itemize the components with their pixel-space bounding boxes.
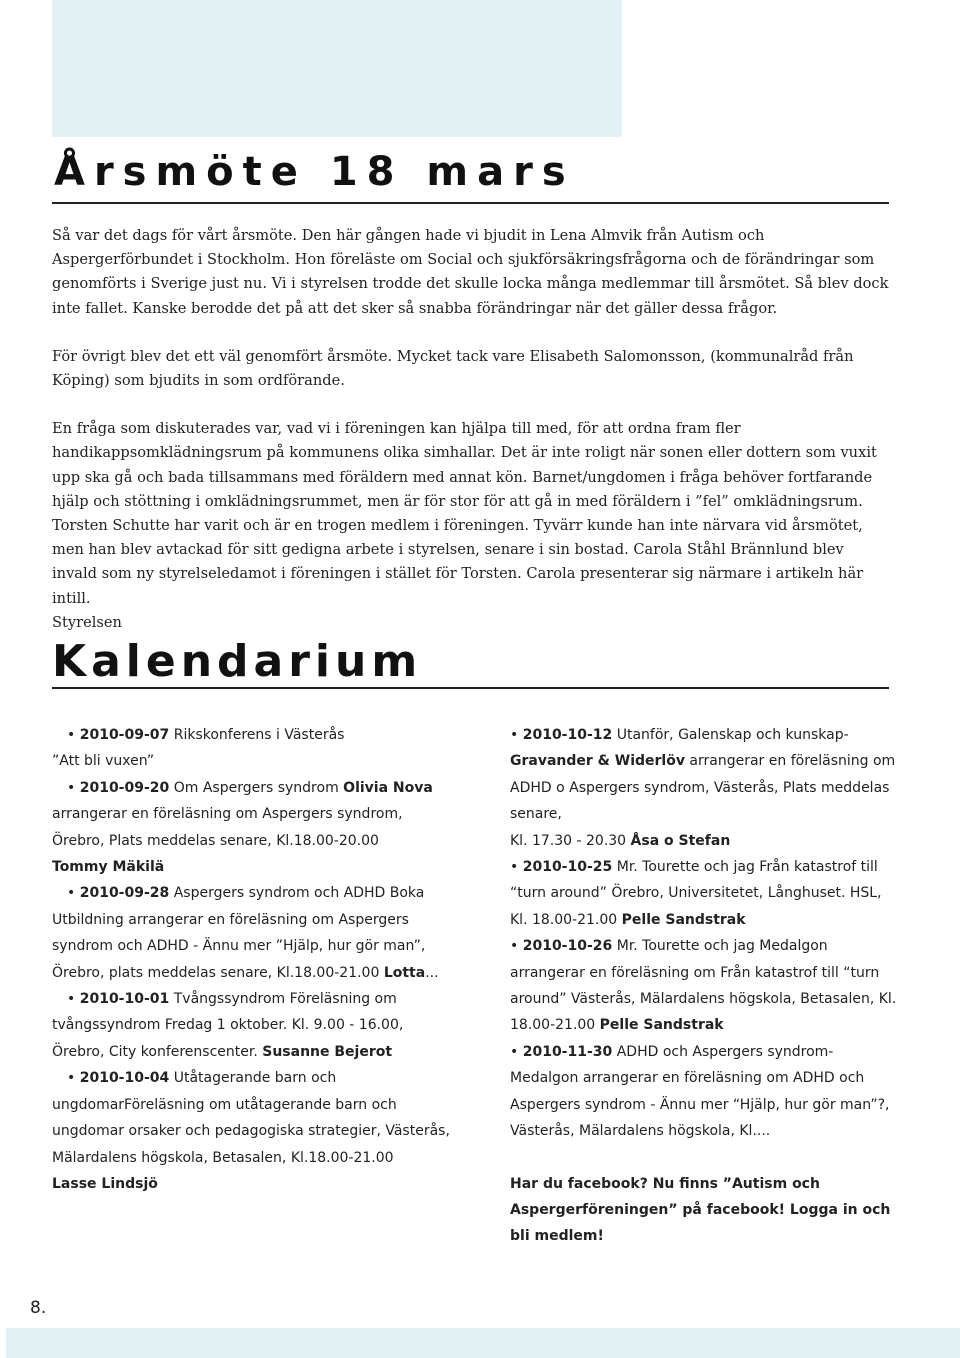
event-text: Utåtagerande barn och ungdomarFöreläsning om utåtagerande barn och ungdomar orsaker och pedagogiska strategier, Västerås, Mälardalens högskola, Betasalen, Kl.18.00-21.00 [52,1070,450,1166]
event-text: Aspergers syndrom och ADHD Boka Utbildning arrangerar en föreläsning om Aspergers syndrom och ADHD - Ännu mer ”Hjälp, hur gör man”, Örebro, plats meddelas senare, Kl.18.00-21.00 [52,885,426,981]
calendar-entry [52,722,452,748]
event-speaker: Susanne Bejerot [262,1043,393,1060]
event-text: Tvångssyndrom Föreläsning om tvångssyndrom Fredag 1 oktober. Kl. 9.00 - 16.00, Örebro, City konferenscenter. [52,991,404,1060]
event-date: 2010-09-07 [79,727,170,743]
event-subtitle: ”Att bli vuxen” [52,753,155,770]
calendar-entry [510,933,900,1039]
event-speaker: Pelle Sandstrak [599,1017,724,1034]
title-rule [52,202,889,204]
event-organizer: Gravander & Widerlöv [510,753,685,770]
calendar-left-column [52,722,452,1197]
event-speaker: Tommy Mäkilä [52,859,165,876]
bullet: • [510,1043,519,1060]
calendar-entry [510,1039,900,1145]
article-paragraph-3b: Torsten Schutte har varit och är en trogen medlem i föreningen. Tyvärr kunde han inte närvara vid årsmötet, men han blev avtackad för sitt gedigna arbete i styrelsen, senare i sin bostad. Carola Ståhl Brännlund blev invald som ny styrelseledamot i föreningen i stället för Torsten. Carola presenterar sig närmare i artikeln här intill. [52,517,864,607]
facebook-notice: Har du facebook? Nu finns ”Autism och Aspergerföreningen” på facebook! Logga in och bli medlem! [510,1175,891,1245]
event-date: 2010-10-04 [79,1070,170,1087]
event-organizer: Olivia Nova [343,779,433,796]
calendar-entry [510,722,900,854]
event-text: arrangerar en föreläsning om ADHD o Aspergers syndrom, Västerås, Plats meddelas senare, [510,753,896,823]
bullet: • [67,991,76,1008]
article-paragraph-1: Så var det dags för vårt årsmöte. Den här gången hade vi bjudit in Lena Almvik från Autism och Aspergerförbundet i Stockholm. Hon föreläste om Social och sjukförsäkringsfrågorna och de förändringar som genomförts i Sverige just nu. Vi i styrelsen trodde det skulle locka många medlemmar till årsmötet. Så blev dock inte fallet. Kanske berodde det på att det sker så snabba förändringar när det gäller dessa frågor. [52,227,889,317]
calendar-right-column [510,722,900,1250]
bullet: • [510,938,519,955]
event-date: 2010-10-25 [522,859,613,876]
calendar-entry [52,880,452,986]
event-date: 2010-10-26 [522,938,613,955]
article-body [52,224,892,635]
calendar-entry [510,854,900,933]
event-date: 2010-10-12 [522,727,613,743]
event-date: 2010-10-01 [79,991,170,1008]
calendar-entry [52,1065,452,1197]
bullet: • [67,727,76,743]
footer-bar [6,1328,960,1358]
calendar-entry [52,986,452,1065]
event-text: Utanför, Galenskap och kunskap- [616,727,849,743]
bullet: • [67,1070,76,1087]
event-speaker: Pelle Sandstrak [621,911,746,928]
bullet: • [510,859,519,876]
page-number: 8. [30,1298,47,1318]
event-date: 2010-11-30 [522,1043,613,1060]
article-paragraph-2: För övrigt blev det ett väl genomfört årsmöte. Mycket tack vare Elisabeth Salomonsson, (kommunalråd från Köping) som bjudits in som ordförande. [52,347,854,390]
calendar-rule [52,687,889,689]
article-paragraph-3a: En fråga som diskuterades var, vad vi i föreningen kan hjälpa till med, för att ordna fram fler handikappsomklädningsrum på kommunens olika simhallar. Det är inte roligt när sonen eller dottern som vuxit upp ska gå och bada tillsammans med föräldern med annat kön. Barnet/ungdomen i fråga behöver fortfarande hjälp och stöttning i omklädningsrummet, men är för stor för att gå in med föräldern i ”fel” omklädningsrum. [52,420,877,510]
event-speaker: Lotta [383,964,426,981]
calendar-entry [52,775,452,881]
event-date: 2010-09-28 [79,885,170,902]
bullet: • [67,885,76,902]
bullet: • [67,779,76,796]
article-signature: Styrelsen [52,613,122,631]
header-image-placeholder [52,0,622,137]
calendar-title: Kalendarium [52,636,423,687]
event-text: Rikskonferens i Västerås [173,727,345,743]
event-speaker: Åsa o Stefan [630,832,731,849]
article-paragraph-3 [52,417,892,635]
event-speaker: Lasse Lindsjö [52,1175,158,1192]
event-text: Mr. Tourette och jag Från katastrof till “turn around” Örebro, Universitetet, Långhuset. HSL, Kl. 18.00-21.00 [510,859,882,928]
event-ellipsis: ... [425,964,439,981]
event-text: ADHD och Aspergers syndrom-Medalgon arrangerar en föreläsning om ADHD och Aspergers syndrom - Ännu mer “Hjälp, hur gör man”?, Västerås, Mälardalens högskola, Kl.... [510,1043,890,1140]
event-text: Om Aspergers syndrom [173,779,339,796]
article-title: Årsmöte 18 mars [54,149,575,195]
bullet: • [510,727,519,743]
event-time: Kl. 17.30 - 20.30 [510,832,627,849]
event-date: 2010-09-20 [79,779,170,796]
event-text: arrangerar en föreläsning om Aspergers syndrom, Örebro, Plats meddelas senare, Kl.18.00-20.00 [52,806,403,849]
event-text: Mr. Tourette och jag Medalgon arrangerar en föreläsning om Från katastrof till “turn around” Västerås, Mälardalens högskola, Betasalen, Kl. 18.00-21.00 [510,938,897,1034]
